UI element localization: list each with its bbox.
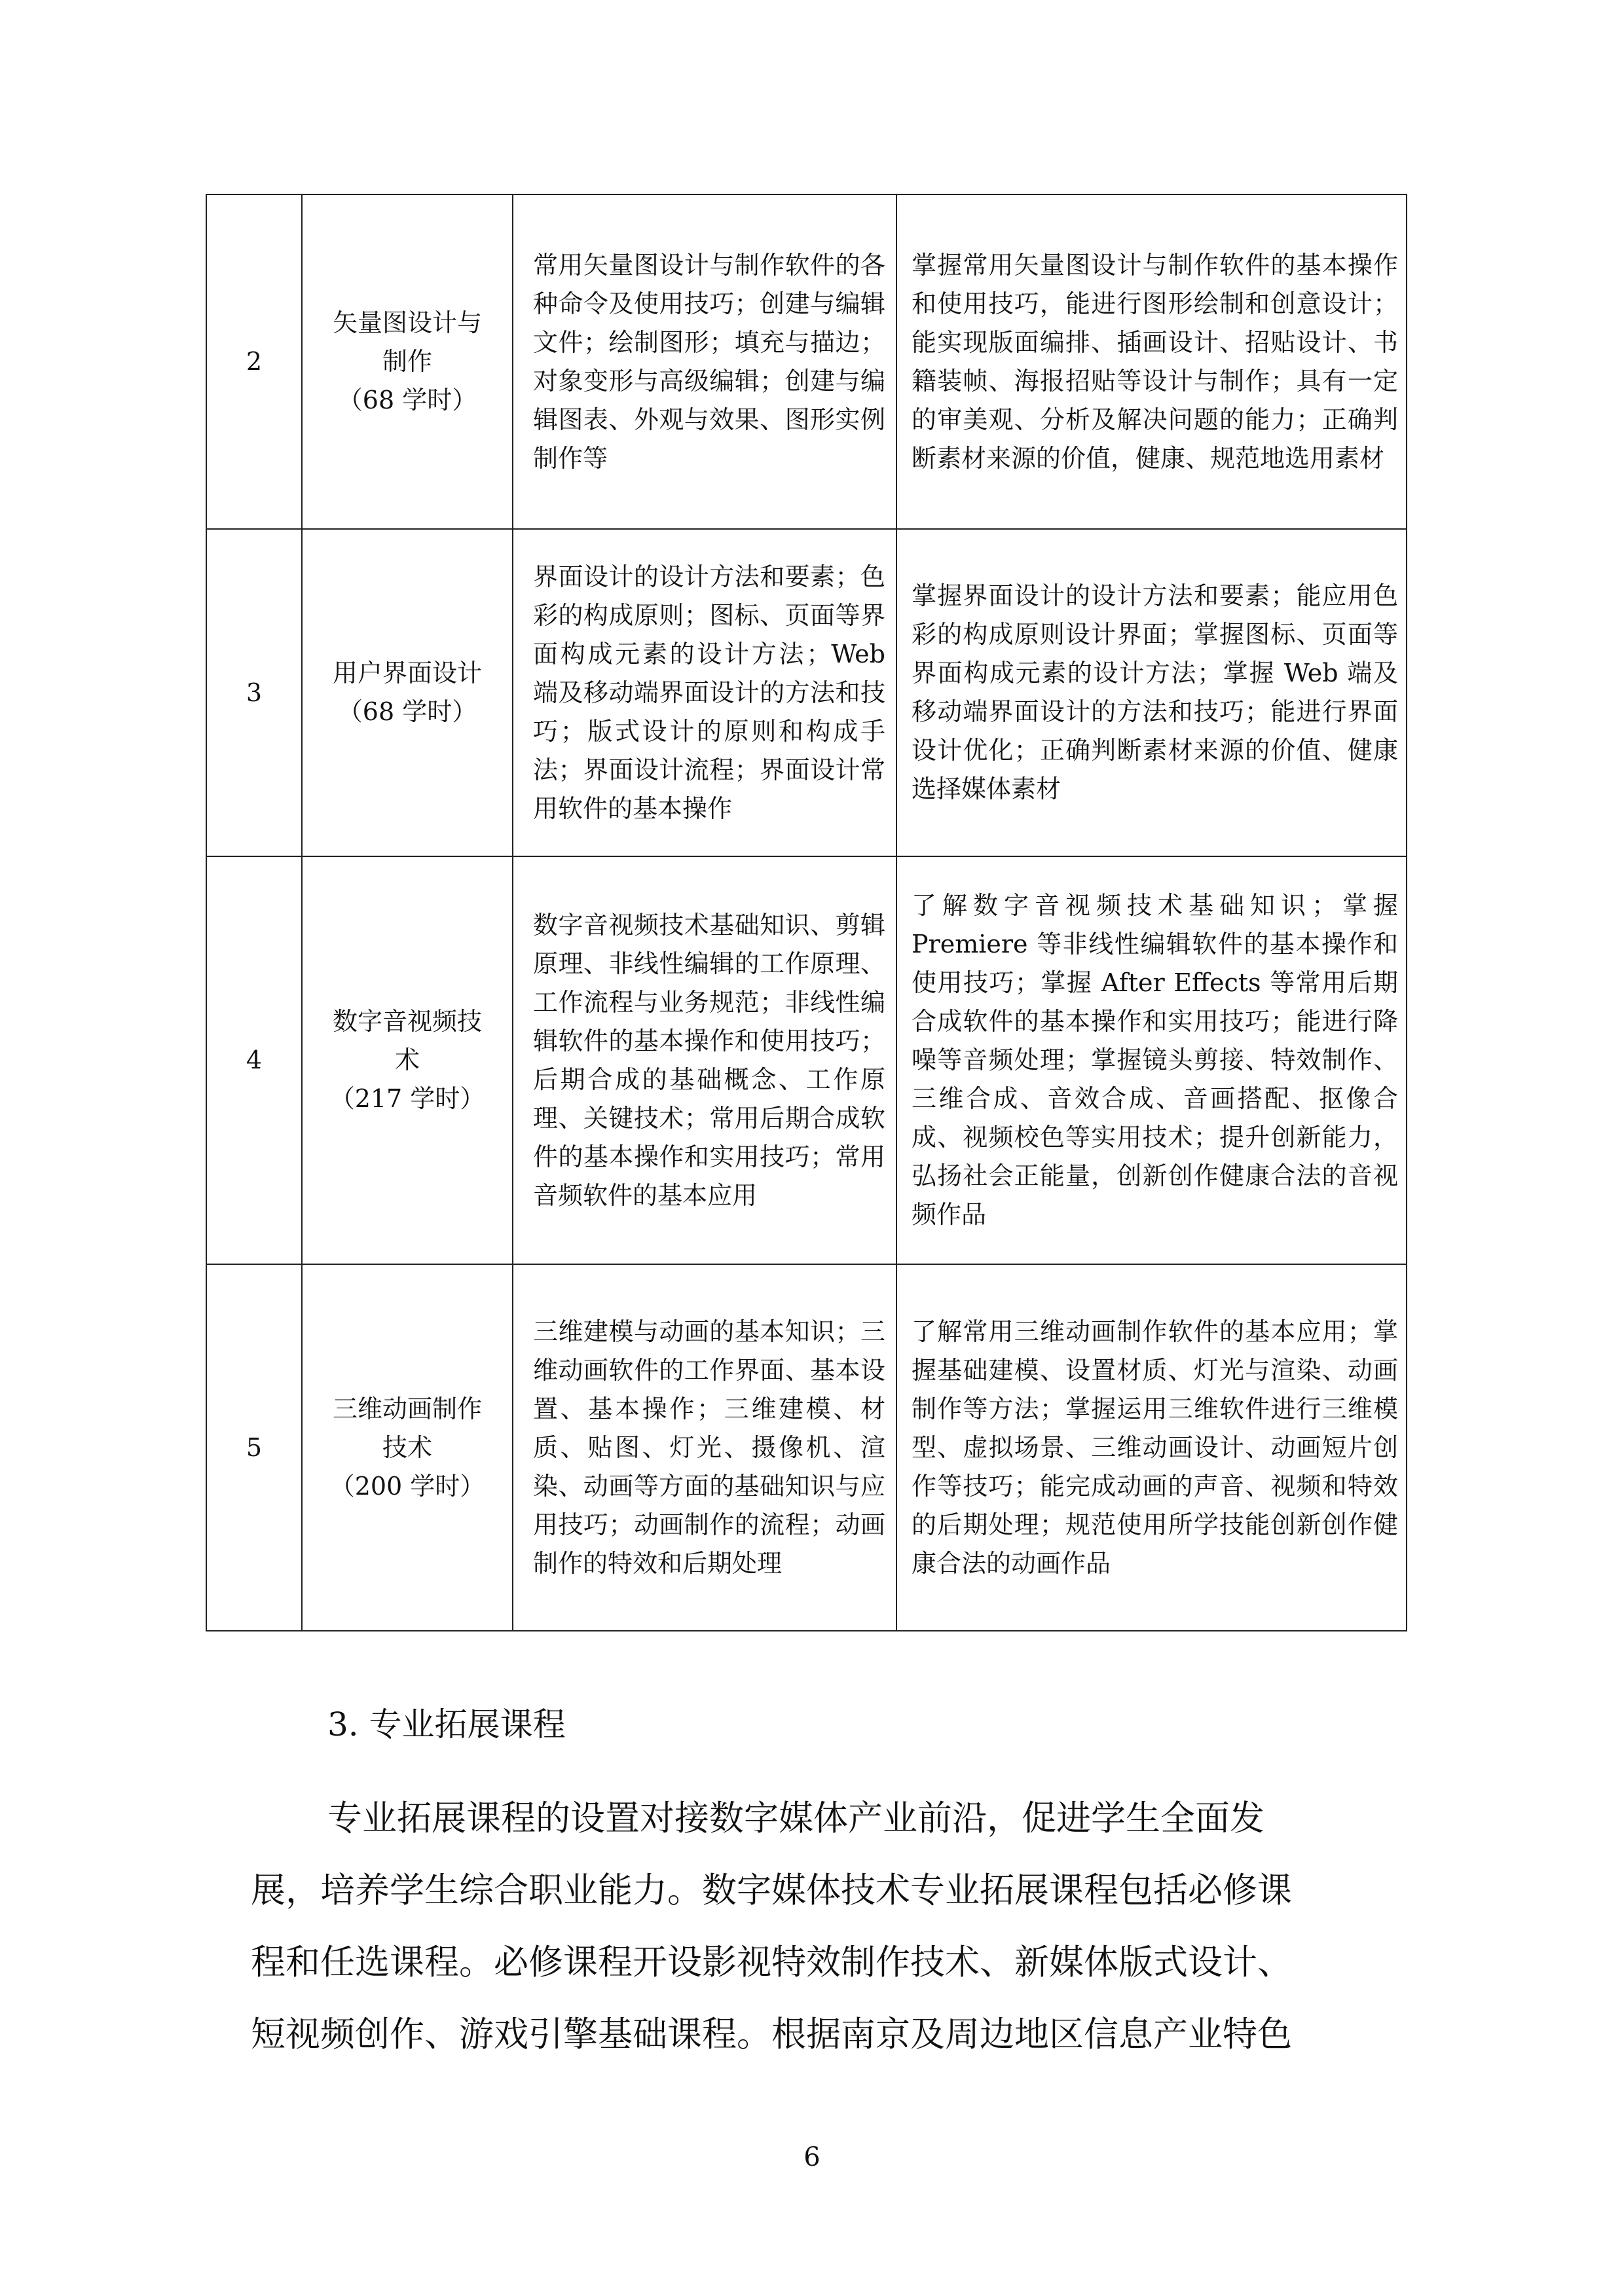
course-name-line: 技术 bbox=[382, 1432, 432, 1462]
course-name bbox=[302, 194, 513, 529]
course-hours: （217 学时） bbox=[329, 1084, 485, 1113]
course-requirement: 掌握常用矢量图设计与制作软件的基本操作和使用技巧，能进行图形绘制和创意设计；能实现版面编排、插画设计、招贴设计、书籍装帧、海报招贴等设计与制作；具有一定的审美观、分析及解决问题的能力；正确判断素材来源的价值，健康、规范地选用素材 bbox=[896, 194, 1407, 529]
course-name-line: 三维动画制作 bbox=[332, 1394, 482, 1423]
row-number: 3 bbox=[206, 529, 302, 856]
course-content: 数字音视频技术基础知识、剪辑原理、非线性编辑的工作原理、工作流程与业务规范；非线性编辑软件的基本操作和使用技巧；后期合成的基础概念、工作原理、关键技术；常用后期合成软件的基本操作和实用技巧；常用音频软件的基本应用 bbox=[513, 856, 896, 1264]
page-number: 6 bbox=[803, 2142, 821, 2172]
row-number: 5 bbox=[206, 1264, 302, 1631]
course-name-line: 制作 bbox=[382, 347, 432, 376]
course-hours: （200 学时） bbox=[329, 1471, 485, 1501]
course-name bbox=[302, 529, 513, 856]
paragraph-line: 短视频创作、游戏引擎基础课程。根据南京及周边地区信息产业特色 bbox=[251, 2014, 1292, 2054]
course-requirement: 了解常用三维动画制作软件的基本应用；掌握基础建模、设置材质、灯光与渲染、动画 制作等方法；掌握运用三维软件进行三维模型、虚拟场景、三维动画设计、动画短片创作等技巧；能完成动画的声音、视频和特效的后期处理；规范使用所学技能创新创作健康合法的动画作品 bbox=[896, 1264, 1407, 1631]
course-content: 界面设计的设计方法和要素；色彩的构成原则；图标、页面等界面构成元素的设计方法；Web 端及移动端界面设计的方法和技巧；版式设计的原则和构成手法；界面设计流程；界面设计常用软件的基本操作 bbox=[513, 529, 896, 856]
course-requirement: 掌握界面设计的设计方法和要素；能应用色彩的构成原则设计界面；掌握图标、页面等界面构成元素的设计方法；掌握 Web 端及移动端界面设计的方法和技巧；能进行界面设计优化；正确判断素材来源的价值、健康选择媒体素材 bbox=[896, 529, 1407, 856]
paragraph-line: 专业拓展课程的设置对接数字媒体产业前沿，促进学生全面发 bbox=[327, 1798, 1264, 1838]
course-requirement: 了解数字音视频技术基础知识；掌握 Premiere 等非线性编辑软件的基本操作和使用技巧；掌握 After Effects 等常用后期合成软件的基本操作和实用技巧；能进行降噪等音频处理；掌握镜头剪接、特效制作、三维合成、音效合成、音画搭配、抠像合成、视频校色等实用技术；提升创新能力，弘扬社会正能量，创新创作健康合法的音视频作品 bbox=[896, 856, 1407, 1264]
course-name-line: 数字音视频技 bbox=[332, 1007, 482, 1036]
course-name bbox=[302, 856, 513, 1264]
table-row bbox=[206, 856, 1407, 1264]
row-number: 4 bbox=[206, 856, 302, 1264]
course-hours: （68 学时） bbox=[337, 386, 477, 414]
course-name bbox=[302, 1264, 513, 1631]
table-row bbox=[206, 194, 1407, 529]
course-name-line: 用户界面设计 bbox=[332, 659, 482, 687]
course-name-line: 矢量图设计与 bbox=[332, 308, 482, 337]
paragraph-line: 展，培养学生综合职业能力。数字媒体技术专业拓展课程包括必修课 bbox=[251, 1870, 1292, 1910]
table-row bbox=[206, 529, 1407, 856]
course-content: 常用矢量图设计与制作软件的各种命令及使用技巧；创建与编辑文件；绘制图形；填充与描边；对象变形与高级编辑；创建与编辑图表、外观与效果、图形实例制作等 bbox=[513, 194, 896, 529]
table-row bbox=[206, 1264, 1407, 1631]
paragraph-line: 程和任选课程。必修课程开设影视特效制作技术、新媒体版式设计、 bbox=[251, 1942, 1292, 1982]
course-content: 三维建模与动画的基本知识；三维动画软件的工作界面、基本设置、基本操作；三维建模、材质、贴图、灯光、摄像机、渲染、动画等方面的基础知识与应用技巧；动画制作的流程；动画制作的特效和后期处理 bbox=[513, 1264, 896, 1631]
row-number: 2 bbox=[206, 194, 302, 529]
course-table bbox=[206, 194, 1407, 1631]
course-hours: （68 学时） bbox=[337, 697, 477, 726]
section-heading: 3. 专业拓展课程 bbox=[327, 1705, 566, 1743]
course-name-line: 术 bbox=[394, 1046, 420, 1074]
